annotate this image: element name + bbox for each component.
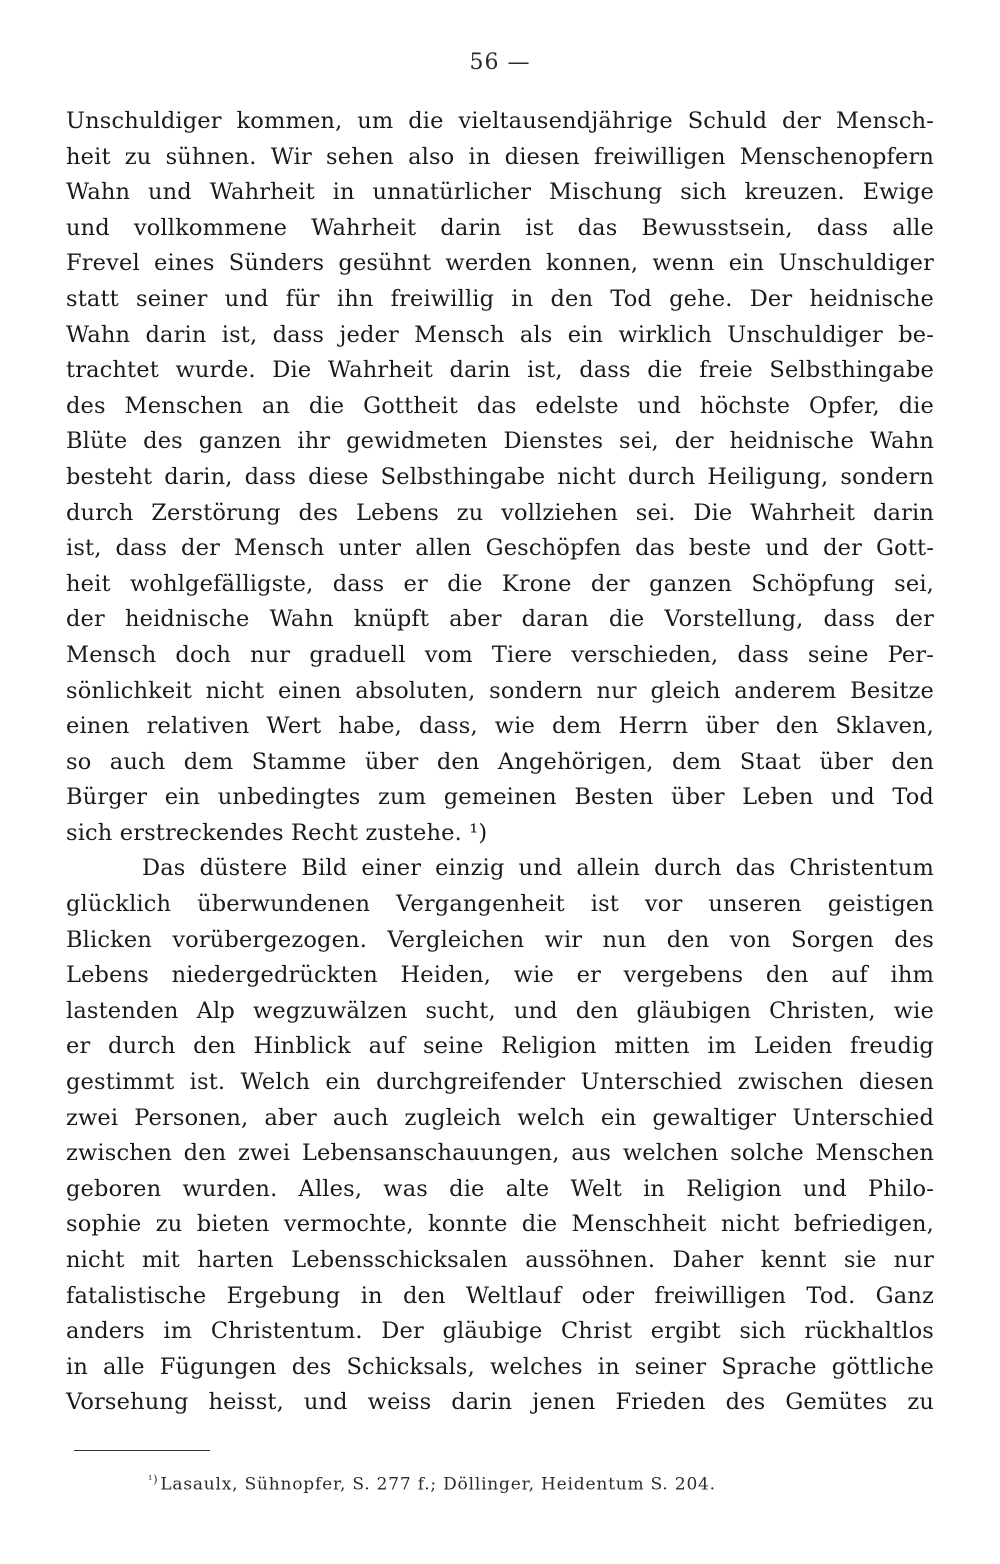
body-text: [66, 104, 934, 1421]
footnote-reference[interactable]: ¹): [469, 819, 488, 846]
text-line: durch Zerstörung des Lebens zu vollziehen sei. Die Wahrheit darin: [66, 499, 934, 526]
text-line: glücklich überwundenen Vergangenheit ist vor unseren geistigen: [66, 891, 934, 918]
text-line: lastenden Alp wegzuwälzen sucht, und den gläubigen Christen, wie: [66, 997, 934, 1024]
text-line: besteht darin, dass diese Selbsthingabe nicht durch Heiligung, sondern: [66, 463, 934, 490]
footnote-text: Lasaulx, Sühnopfer, S. 277 f.; Döllinger, Heidentum S. 204.: [160, 1474, 716, 1495]
text-line: fatalistische Ergebung in den Weltlauf oder freiwilligen Tod. Ganz: [66, 1282, 934, 1309]
text-line: der heidnische Wahn knüpft aber daran die Vorstellung, dass der: [66, 606, 934, 633]
footnote: [148, 1468, 848, 1497]
text-line: Blüte des ganzen ihr gewidmeten Dienstes sei, der heidnische Wahn: [66, 428, 934, 455]
text-line: Wahn und Wahrheit in unnatürlicher Mischung sich kreuzen. Ewige: [66, 179, 934, 206]
text-line: gestimmt ist. Welch ein durchgreifender Unterschied zwischen diesen: [66, 1069, 934, 1096]
text-line: Lebens niedergedrückten Heiden, wie er vergebens den auf ihm: [66, 962, 934, 989]
text-line: heit wohlgefälligste, dass er die Krone der ganzen Schöpfung sei,: [66, 570, 934, 597]
text-line: Vorsehung heisst, und weiss darin jenen Frieden des Gemütes zu: [66, 1389, 934, 1416]
text-line-content: sich erstreckendes Recht zustehe.: [66, 819, 462, 846]
text-line: anders im Christentum. Der gläubige Christ ergibt sich rückhaltlos: [66, 1318, 934, 1345]
text-line-paragraph-end: [66, 816, 934, 852]
text-line: sönlichkeit nicht einen absoluten, sondern nur gleich anderem Besitze: [66, 677, 934, 704]
page-number-header: 56 —: [469, 50, 531, 75]
text-line: Blicken vorübergezogen. Vergleichen wir nun den von Sorgen des: [66, 926, 934, 953]
text-line: heit zu sühnen. Wir sehen also in diesen freiwilligen Menschenopfern: [66, 143, 934, 170]
text-line: er durch den Hinblick auf seine Religion mitten im Leiden freudig: [66, 1033, 934, 1060]
text-line: Mensch doch nur graduell vom Tiere verschieden, dass seine Per-: [66, 641, 934, 668]
text-line: und vollkommene Wahrheit darin ist das Bewusstsein, dass alle: [66, 214, 934, 241]
text-line: geboren wurden. Alles, was die alte Welt in Religion und Philo-: [66, 1175, 934, 1202]
text-line: in alle Fügungen des Schicksals, welches in seiner Sprache göttliche: [66, 1353, 934, 1380]
text-line: so auch dem Stamme über den Angehörigen, dem Staat über den: [66, 748, 934, 775]
text-line: nicht mit harten Lebensschicksalen aussöhnen. Daher kennt sie nur: [66, 1247, 934, 1273]
text-line-indented: Das düstere Bild einer einzig und allein durch das Christentum: [142, 855, 934, 882]
text-line: ist, dass der Mensch unter allen Geschöpfen das beste und der Gott-: [66, 535, 934, 562]
text-line: trachtet wurde. Die Wahrheit darin ist, dass die freie Selbsthingabe: [66, 357, 934, 384]
footnote-marker: ¹): [148, 1473, 159, 1486]
footnote-divider: [74, 1450, 210, 1451]
text-line: Wahn darin ist, dass jeder Mensch als ein wirklich Unschuldiger be-: [66, 321, 934, 348]
text-line: statt seiner und für ihn freiwillig in den Tod gehe. Der heidnische: [66, 285, 934, 312]
text-line: zwischen den zwei Lebensanschauungen, aus welchen solche Menschen: [66, 1140, 934, 1167]
text-line: zwei Personen, aber auch zugleich welch ein gewaltiger Unterschied: [66, 1104, 934, 1131]
text-line: des Menschen an die Gottheit das edelste und höchste Opfer, die: [66, 392, 934, 419]
text-line: Unschuldiger kommen, um die vieltausendjährige Schuld der Mensch-: [66, 108, 934, 134]
text-line: einen relativen Wert habe, dass, wie dem Herrn über den Sklaven,: [66, 713, 934, 740]
text-line: Bürger ein unbedingtes zum gemeinen Besten über Leben und Tod: [66, 784, 934, 811]
text-line: Frevel eines Sünders gesühnt werden konnen, wenn ein Unschuldiger: [66, 250, 934, 277]
text-line: sophie zu bieten vermochte, konnte die Menschheit nicht befriedigen,: [66, 1211, 934, 1238]
